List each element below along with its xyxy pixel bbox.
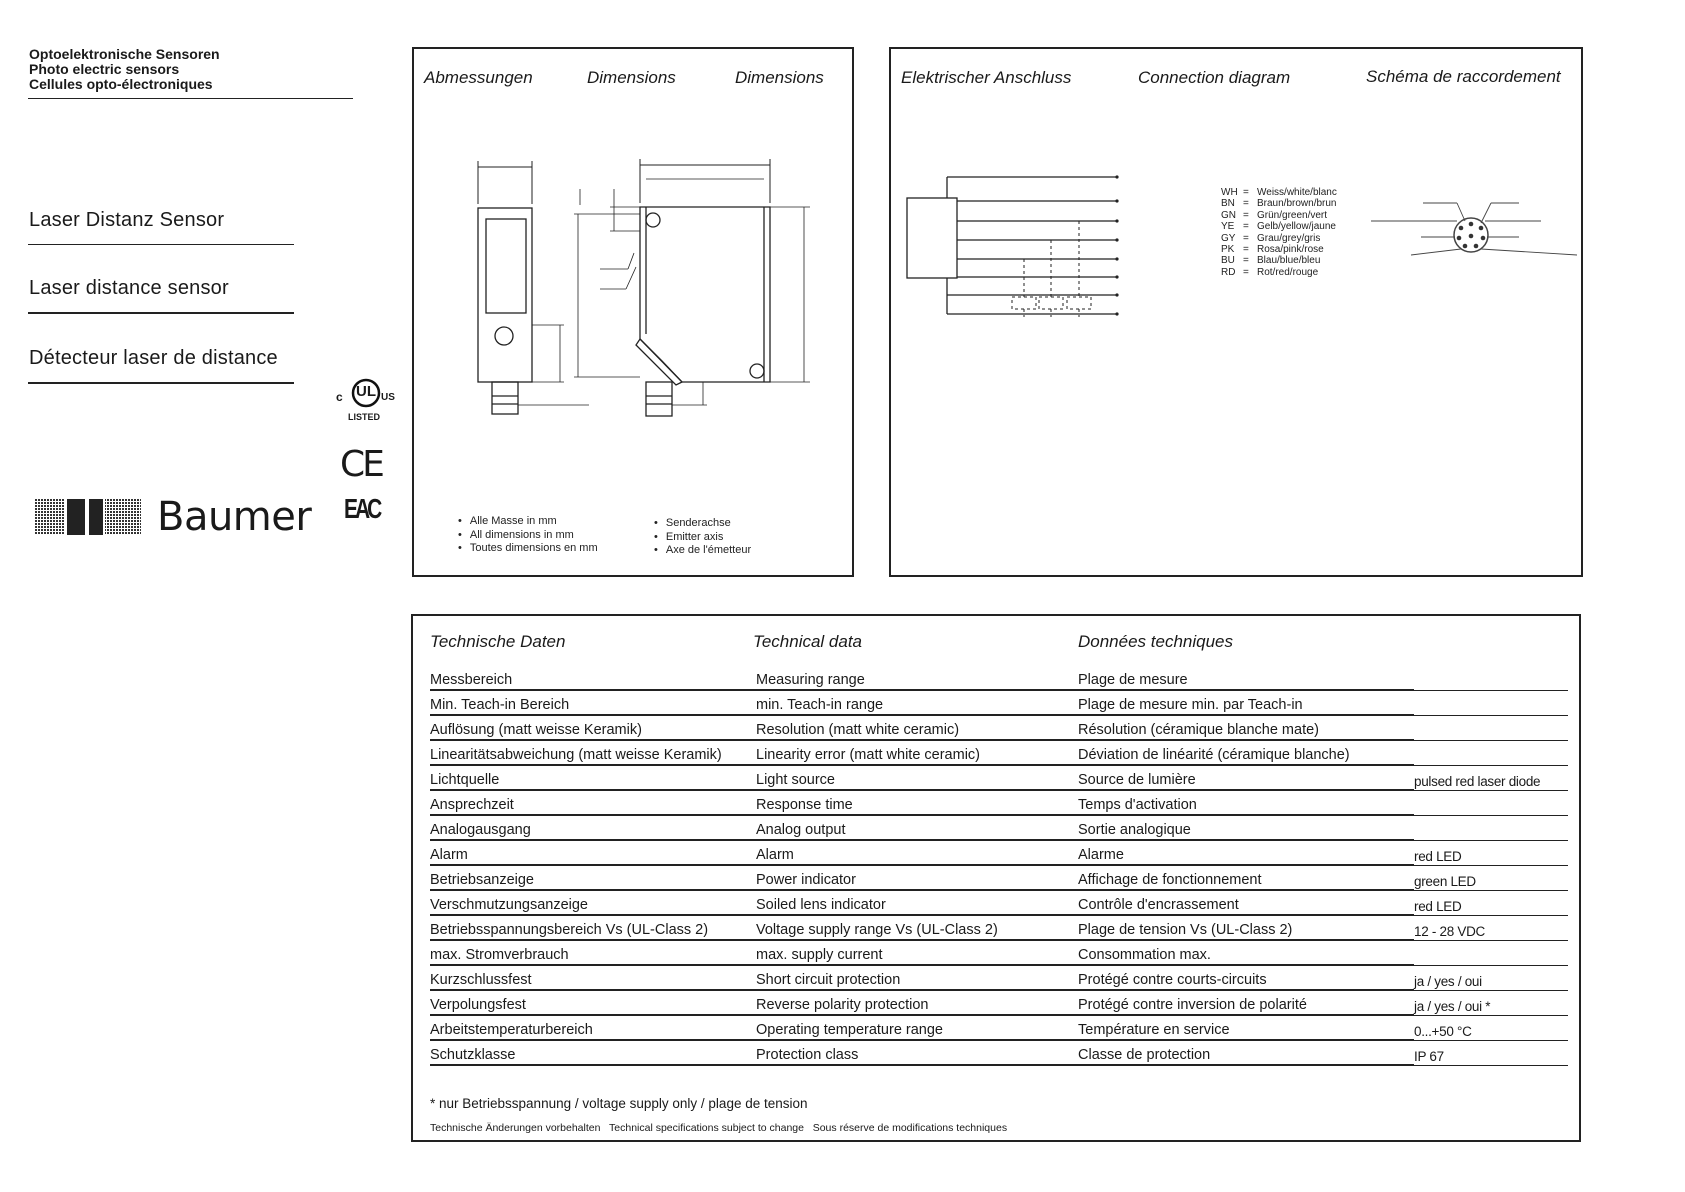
- legend-code: GY: [1221, 232, 1236, 244]
- legend-desc: Grau/grey/gris: [1257, 232, 1321, 244]
- table-row: [430, 815, 1568, 840]
- cell-fr: Source de lumière: [1078, 765, 1414, 790]
- legend-desc: Braun/brown/brun: [1257, 198, 1337, 210]
- table-row: [430, 690, 1568, 715]
- cell-de: Betriebsspannungsbereich Vs (UL-Class 2): [430, 915, 756, 940]
- legend-code: PK: [1221, 244, 1235, 256]
- cell-de: max. Stromverbrauch: [430, 940, 756, 965]
- legend-eq: =: [1243, 221, 1249, 233]
- table-row: [430, 990, 1568, 1015]
- legend-code: BU: [1221, 255, 1235, 267]
- cell-en: Power indicator: [756, 865, 1078, 890]
- legend-code: BN: [1221, 198, 1235, 210]
- table-row: [430, 1040, 1568, 1065]
- dimensions-title-fr: Dimensions: [735, 68, 824, 87]
- note-all-dimensions-fr: • Toutes dimensions en mm: [458, 542, 598, 556]
- legend-code: RD: [1221, 266, 1236, 278]
- technical-header-fr: Données techniques: [1078, 632, 1234, 651]
- eac-mark: EAC: [344, 493, 380, 524]
- table-row: [430, 965, 1568, 990]
- cell-en: Operating temperature range: [756, 1015, 1078, 1040]
- cell-fr: Plage de mesure: [1078, 666, 1414, 690]
- cell-fr: Affichage de fonctionnement: [1078, 865, 1414, 890]
- product-name-de: Laser Distanz Sensor: [29, 209, 225, 231]
- cell-en: Linearity error (matt white ceramic): [756, 740, 1078, 765]
- product-name-en: Laser distance sensor: [29, 277, 229, 299]
- legend-eq: =: [1243, 255, 1249, 267]
- legend-row-pk: [1221, 244, 1337, 255]
- legend-eq: =: [1243, 209, 1249, 221]
- cell-value: red LED: [1414, 840, 1568, 865]
- wiring-diagram: [901, 169, 1141, 349]
- cell-value: red LED: [1414, 890, 1568, 915]
- legend-desc: Gelb/yellow/jaune: [1257, 221, 1336, 233]
- cell-fr: Consommation max.: [1078, 940, 1414, 965]
- note-emitter-axis-en: • Emitter axis: [654, 531, 751, 545]
- legend-eq: =: [1243, 187, 1249, 198]
- baumer-pattern-icon: [35, 499, 141, 539]
- legend-code: YE: [1221, 221, 1235, 233]
- cell-de: Arbeitstemperaturbereich: [430, 1015, 756, 1040]
- cell-en: Light source: [756, 765, 1078, 790]
- cell-de: Schutzklasse: [430, 1040, 756, 1065]
- cell-fr: Classe de protection: [1078, 1040, 1414, 1065]
- cell-value: pulsed red laser diode: [1414, 765, 1568, 790]
- header-line-de: Optoelektronische Sensoren: [29, 46, 220, 62]
- header-divider: [28, 98, 353, 99]
- cell-de: Kurzschlussfest: [430, 965, 756, 990]
- cell-fr: Temps d'activation: [1078, 790, 1414, 815]
- cell-fr: Déviation de linéarité (céramique blanche): [1078, 740, 1414, 765]
- legend-eq: =: [1243, 266, 1249, 278]
- cell-en: Alarm: [756, 840, 1078, 865]
- cell-de: Auflösung (matt weisse Keramik): [430, 715, 756, 740]
- cell-en: Soiled lens indicator: [756, 890, 1078, 915]
- cell-value: ja / yes / oui: [1414, 965, 1568, 990]
- cell-value: [1414, 740, 1568, 765]
- connection-title-fr: Schéma de raccordement: [1366, 67, 1561, 86]
- product-name-fr: Détecteur laser de distance: [29, 347, 278, 369]
- cell-de: Verschmutzungsanzeige: [430, 890, 756, 915]
- cell-de: Lichtquelle: [430, 765, 756, 790]
- table-row: [430, 765, 1568, 790]
- cell-en: Measuring range: [756, 666, 1078, 690]
- cell-de: Analogausgang: [430, 815, 756, 840]
- header-line-en: Photo electric sensors: [29, 61, 180, 77]
- table-row: [430, 915, 1568, 940]
- cell-en: Reverse polarity protection: [756, 990, 1078, 1015]
- cell-de: Messbereich: [430, 666, 756, 690]
- cell-en: Voltage supply range Vs (UL-Class 2): [756, 915, 1078, 940]
- cell-value: green LED: [1414, 865, 1568, 890]
- connection-title-de: Elektrischer Anschluss: [901, 68, 1072, 87]
- disclaimer: Technische Änderungen vorbehalten Technical specifications subject to change Sous réserve de modifications techniques: [430, 1122, 1008, 1134]
- cell-en: Response time: [756, 790, 1078, 815]
- table-row: [430, 666, 1568, 690]
- legend-eq: =: [1243, 232, 1249, 244]
- cell-fr: Résolution (céramique blanche mate): [1078, 715, 1414, 740]
- dimensions-title-en: Dimensions: [587, 68, 676, 87]
- product-divider-2: [28, 312, 294, 314]
- cell-de: Linearitätsabweichung (matt weisse Keramik): [430, 740, 756, 765]
- cell-de: Ansprechzeit: [430, 790, 756, 815]
- note-emitter-axis-de: • Senderachse: [654, 517, 751, 531]
- cell-en: min. Teach-in range: [756, 690, 1078, 715]
- wire-color-legend: [1221, 187, 1337, 278]
- dimensions-panel: [412, 47, 854, 577]
- cell-value: 0...+50 °C: [1414, 1015, 1568, 1040]
- dimensions-title-de: Abmessungen: [424, 68, 533, 87]
- table-row: [430, 1015, 1568, 1040]
- dimension-drawing: [414, 149, 834, 449]
- cell-value: [1414, 690, 1568, 715]
- cell-value: 12 - 28 VDC: [1414, 915, 1568, 940]
- legend-code: GN: [1221, 209, 1236, 221]
- cell-fr: Alarme: [1078, 840, 1414, 865]
- legend-desc: Grün/green/vert: [1257, 209, 1328, 221]
- brand-logo: [35, 494, 312, 540]
- table-row: [430, 740, 1568, 765]
- document-header: [29, 47, 220, 92]
- cell-en: max. supply current: [756, 940, 1078, 965]
- table-row: [430, 890, 1568, 915]
- table-row: [430, 790, 1568, 815]
- ce-mark: CE: [340, 444, 382, 485]
- cell-fr: Plage de mesure min. par Teach-in: [1078, 690, 1414, 715]
- cell-value: ja / yes / oui *: [1414, 990, 1568, 1015]
- cell-fr: Contrôle d'encrassement: [1078, 890, 1414, 915]
- cell-fr: Sortie analogique: [1078, 815, 1414, 840]
- connection-panel: [889, 47, 1583, 577]
- ul-us-label: US: [381, 392, 395, 403]
- product-divider-3: [28, 382, 294, 384]
- dimension-notes-left: [458, 515, 598, 556]
- cell-de: Min. Teach-in Bereich: [430, 690, 756, 715]
- cell-value: [1414, 666, 1568, 690]
- header-line-fr: Cellules opto-électroniques: [29, 76, 213, 92]
- legend-row-rd: [1221, 267, 1337, 278]
- legend-desc: Blau/blue/bleu: [1257, 255, 1321, 267]
- table-row: [430, 715, 1568, 740]
- cell-value: [1414, 790, 1568, 815]
- connector-pinout-icon: [1361, 199, 1581, 279]
- cell-fr: Protégé contre courts-circuits: [1078, 965, 1414, 990]
- legend-desc: Weiss/white/blanc: [1257, 187, 1337, 198]
- product-divider-1: [28, 244, 294, 245]
- table-row: [430, 865, 1568, 890]
- legend-row-bu: [1221, 255, 1337, 266]
- cell-value: [1414, 715, 1568, 740]
- table-row: [430, 940, 1568, 965]
- cell-en: Short circuit protection: [756, 965, 1078, 990]
- technical-header-de: Technische Daten: [430, 632, 566, 651]
- footnote: * nur Betriebsspannung / voltage supply only / plage de tension: [430, 1096, 808, 1111]
- legend-eq: =: [1243, 244, 1249, 256]
- cell-fr: Plage de tension Vs (UL-Class 2): [1078, 915, 1414, 940]
- technical-data-table: [430, 666, 1568, 1066]
- note-emitter-axis-fr: • Axe de l'émetteur: [654, 544, 751, 558]
- ul-listed-label: LISTED: [348, 412, 381, 422]
- legend-eq: =: [1243, 198, 1249, 210]
- cell-fr: Température en service: [1078, 1015, 1414, 1040]
- note-all-dimensions-de: • Alle Masse in mm: [458, 515, 598, 529]
- dimension-notes-right: [654, 517, 751, 558]
- technical-header-en: Technical data: [753, 632, 863, 651]
- legend-row-ye: [1221, 221, 1337, 232]
- legend-desc: Rot/red/rouge: [1257, 266, 1319, 278]
- cell-en: Protection class: [756, 1040, 1078, 1065]
- connection-title-en: Connection diagram: [1138, 68, 1291, 87]
- legend-row-wh: [1221, 187, 1337, 198]
- cell-en: Resolution (matt white ceramic): [756, 715, 1078, 740]
- cell-value: IP 67: [1414, 1040, 1568, 1065]
- cell-fr: Protégé contre inversion de polarité: [1078, 990, 1414, 1015]
- table-row: [430, 840, 1568, 865]
- ul-main-label: UL: [356, 383, 376, 400]
- legend-code: WH: [1221, 187, 1238, 198]
- legend-row-bn: [1221, 198, 1337, 209]
- cell-de: Alarm: [430, 840, 756, 865]
- brand-name: Baumer: [157, 494, 312, 540]
- note-all-dimensions-en: • All dimensions in mm: [458, 529, 598, 543]
- ul-c-label: c: [336, 390, 343, 404]
- legend-row-gn: [1221, 210, 1337, 221]
- ul-listed-logo: [336, 376, 400, 424]
- cell-value: [1414, 940, 1568, 965]
- cell-de: Betriebsanzeige: [430, 865, 756, 890]
- legend-desc: Rosa/pink/rose: [1257, 244, 1324, 256]
- technical-data-panel: [411, 614, 1581, 1142]
- cell-en: Analog output: [756, 815, 1078, 840]
- cell-value: [1414, 815, 1568, 840]
- legend-row-gy: [1221, 233, 1337, 244]
- cell-de: Verpolungsfest: [430, 990, 756, 1015]
